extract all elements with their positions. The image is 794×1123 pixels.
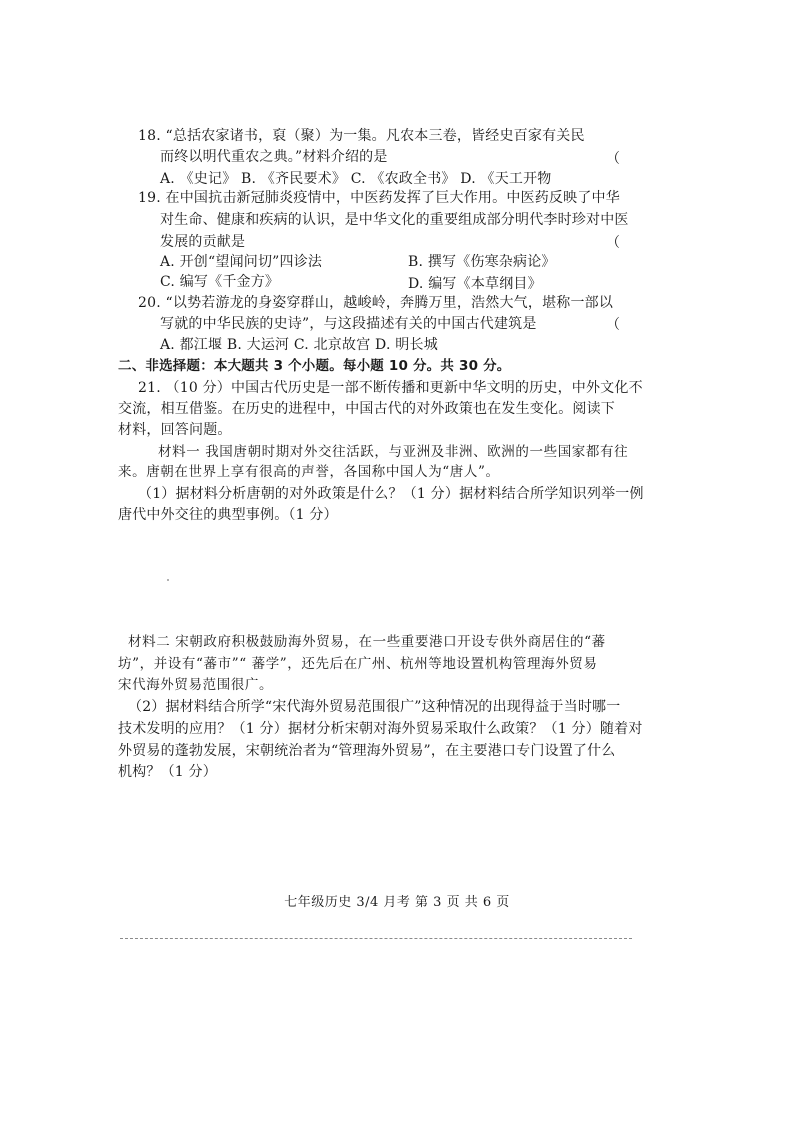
material1-line2: 来。唐朝在世界上享有很高的声誉，各国称中国人为“唐人”。 xyxy=(118,464,500,480)
material2-line3: 宋代海外贸易范围很广。 xyxy=(118,677,274,693)
q18-line1: 18. “总括农家诸书，裒（聚）为一集。凡农本三卷，皆经史百家有关民 xyxy=(138,128,585,144)
page-divider xyxy=(120,938,632,939)
q20-line1: 20. “以势若游龙的身姿穿群山，越峻岭，奔腾万里，浩然大气，堪称一部以 xyxy=(138,295,614,311)
q21-sub1-line2: 唐代中外交往的典型事例。（1 分） xyxy=(118,507,338,523)
q18-options: A. 《史记》 B. 《齐民要术》 C. 《农政全书》 D. 《天工开物 xyxy=(160,171,552,187)
q21-line1: 21. （10 分）中国古代历史是一部不断传播和更新中华文明的历史，中外文化不 xyxy=(138,380,643,396)
q19-option-b: B. 撰写《伤寒杂病论》 xyxy=(408,254,556,270)
material1-line1: 材料一 我国唐朝时期对外交往活跃，与亚洲及非洲、欧洲的一些国家都有往 xyxy=(158,444,629,460)
q21-sub2-line2: 技术发明的应用？（1 分）据材分析宋朝对海外贸易采取什么政策？（1 分）随着对 xyxy=(118,721,643,737)
q21-sub1-line1: （1）据材料分析唐朝的对外政策是什么？（1 分）据材料结合所学知识列举一例 xyxy=(138,486,644,502)
q19-answer-paren: （ xyxy=(606,235,621,251)
material2-line2: 坊”，并设有“蕃市”“ 蕃学”，还先后在广州、杭州等地设置机构管理海外贸易 xyxy=(118,656,598,672)
q20-line2: 写就的中华民族的史诗”，与这段描述有关的中国古代建筑是 xyxy=(160,316,537,332)
q19-line3: 发展的贡献是 xyxy=(160,234,246,250)
section2-heading: 二、非选择题：本大题共 3 个小题。每小题 10 分。共 30 分。 xyxy=(118,358,511,374)
q18-answer-paren: （ xyxy=(606,151,621,167)
q21-line2: 交流，相互借鉴。在历史的进程中，中国古代的对外政策也在发生变化。阅读下 xyxy=(118,401,615,417)
q21-line3: 材料，回答问题。 xyxy=(118,422,232,438)
q21-sub2-line3: 外贸易的蓬勃发展，宋朝统治者为“管理海外贸易”，在主要港口专门设置了什么 xyxy=(118,743,616,759)
q20-options: A. 都江堰 B. 大运河 C. 北京故宫 D. 明长城 xyxy=(160,337,438,353)
scan-speck xyxy=(167,579,169,581)
q19-option-d: D. 编写《本草纲目》 xyxy=(408,276,542,292)
page-footer: 七年级历史 3/4 月考 第 3 页 共 6 页 xyxy=(284,895,510,910)
material2-line1: 材料二 宋朝政府积极鼓励海外贸易，在一些重要港口开设专供外商居住的“蕃 xyxy=(128,634,606,650)
q19-option-c: C. 编写《千金方》 xyxy=(160,274,280,290)
q21-sub2-line1: （2）据材料结合所学“宋代海外贸易范围很广”这种情况的出现得益于当时哪一 xyxy=(128,699,621,715)
q18-line2: 而终以明代重农之典。”材料介绍的是 xyxy=(160,149,388,165)
q19-line2: 对生命、健康和疾病的认识，是中华文化的重要组成部分明代李时珍对中医 xyxy=(160,212,629,228)
q21-sub2-line4: 机构？（1 分） xyxy=(118,764,217,780)
q19-line1: 19. 在中国抗击新冠肺炎疫情中，中医药发挥了巨大作用。中医药反映了中华 xyxy=(138,190,620,206)
q19-option-a: A. 开创“望闻问切”四诊法 xyxy=(160,254,323,270)
q20-answer-paren: （ xyxy=(606,317,621,333)
